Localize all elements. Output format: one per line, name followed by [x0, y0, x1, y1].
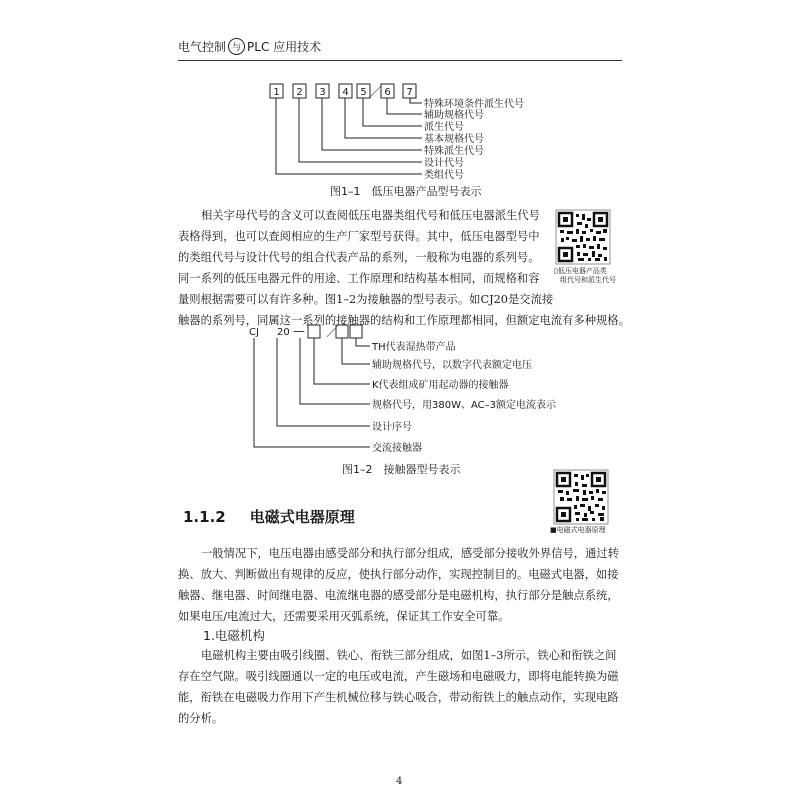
header-text-left: 电气控制 [178, 40, 227, 54]
doc-icon: ▯ [554, 267, 558, 275]
qr1-caption-line-1: 低压电器产品类 [557, 267, 607, 275]
paragraph-1 [178, 205, 630, 331]
fig1-label-aux-spec: 辅助规格代号 [424, 110, 484, 121]
fig1-box-4-label: 4 [342, 87, 349, 98]
para2-line: 换、放大、判断做出有规律的反应，使执行部分动作，实现控制目的。电磁式电器，如接 [178, 568, 619, 581]
qr1-caption-line-2: 组代号和派生代号 [560, 276, 616, 284]
para2-line: 如果电压/电流过大，还需要采用灭弧系统，保证其工作安全可靠。 [178, 610, 510, 623]
page-number: 4 [396, 776, 403, 787]
section-heading [183, 506, 355, 527]
para1-line: 表格得到，也可以查阅相应的生产厂家型号获得。其中，低压电器型号中 [178, 230, 540, 243]
para3-line: 电磁机构主要由吸引线圈、铁心、衔铁三部分组成，如图1–3所示，铁心和衔铁之间 [201, 649, 617, 662]
header-circle-glyph: 与 [228, 38, 245, 55]
section-number: 1.1.2 [183, 508, 226, 526]
para1-line: 量则根据需要可以有许多种。图1–2为接触器的型号表示。如CJ20是交流接 [178, 293, 554, 306]
qr2-caption-text: 电磁式电器原理 [556, 526, 606, 534]
fig1-box-6-label: 6 [384, 87, 391, 98]
subsection-heading: 1.电磁机构 [203, 628, 265, 643]
paragraph-2 [178, 543, 622, 627]
figure-1-1-caption: 图1–1 低压电器产品型号表示 [330, 185, 482, 198]
fig2-label-spec: 规格代号，用380W、AC–3额定电流表示 [372, 400, 556, 411]
para1-line: 触器的系列号，同属这一系列的接触器的结构和工作原理都相同，但额定电流有多种规格。 [178, 314, 630, 327]
fig2-num: 20 [277, 327, 290, 338]
para3-line: 的分析。 [178, 712, 224, 725]
paragraph-3 [178, 645, 622, 729]
fig1-label-special-derived: 特殊派生代号 [424, 146, 484, 157]
section-title: 电磁式电器原理 [249, 508, 355, 526]
fig2-dash: — [293, 324, 305, 338]
fig1-label-category: 类组代号 [424, 170, 464, 181]
fig1-label-special-env: 特殊环境条件派生代号 [424, 99, 524, 110]
para3-line: 存在空气隙。吸引线圈通以一定的电压或电流，产生磁场和电磁吸力，即将电能转换为磁 [178, 670, 619, 683]
video-icon: ■ [550, 526, 557, 534]
qr-code-2[interactable] [554, 470, 608, 524]
para1-line: 同一系列的低压电器元件的用途、工作原理和结构基本相同，而规格和容 [178, 272, 540, 285]
fig1-box-3-label: 3 [319, 87, 326, 98]
fig1-slash: ／ [369, 85, 382, 99]
fig2-label-aux: 辅助规格代号，以数字代表额定电压 [372, 360, 532, 371]
fig1-label-design: 设计代号 [424, 158, 464, 169]
fig1-box-2-label: 2 [296, 87, 303, 98]
figure-1-2-caption: 图1–2 接触器型号表示 [342, 463, 461, 476]
fig2-cj: CJ [249, 327, 259, 338]
header-text-right: PLC 应用技术 [247, 40, 322, 54]
fig1-label-derived: 派生代号 [424, 122, 464, 133]
qr-code-2-caption [550, 526, 606, 535]
fig1-label-base-spec: 基本规格代号 [424, 134, 484, 145]
para2-line: 触器、继电器、时间继电器、电流继电器的感受部分是电磁机构，执行部分是触点系统， [178, 589, 619, 602]
fig1-box-1-label: 1 [273, 87, 280, 98]
fig2-label-design: 设计序号 [372, 422, 412, 433]
para1-line: 相关字母代号的含义可以查阅低压电器类组代号和低压电器派生代号 [201, 209, 540, 222]
para3-line: 能，衔铁在电磁吸力作用下产生机械位移与铁心吸合，带动衔铁上的触点动作，实现电路 [178, 691, 619, 704]
fig1-box-7-label: 7 [406, 87, 413, 98]
fig1-box-5-label: 5 [360, 87, 367, 98]
fig2-label-th: TH代表湿热带产品 [372, 342, 456, 353]
para1-line: 的类组代号与设计代号的组合代表产品的系列，一般称为电器的系列号。 [178, 251, 540, 264]
fig2-label-k: K代表组成矿用起动器的接触器 [372, 380, 509, 391]
para2-line: 一般情况下，电压电器由感受部分和执行部分组成，感受部分接收外界信号，通过转 [201, 547, 619, 560]
fig2-label-ac: 交流接触器 [372, 443, 422, 454]
fig2-slash: ／ [326, 325, 339, 339]
